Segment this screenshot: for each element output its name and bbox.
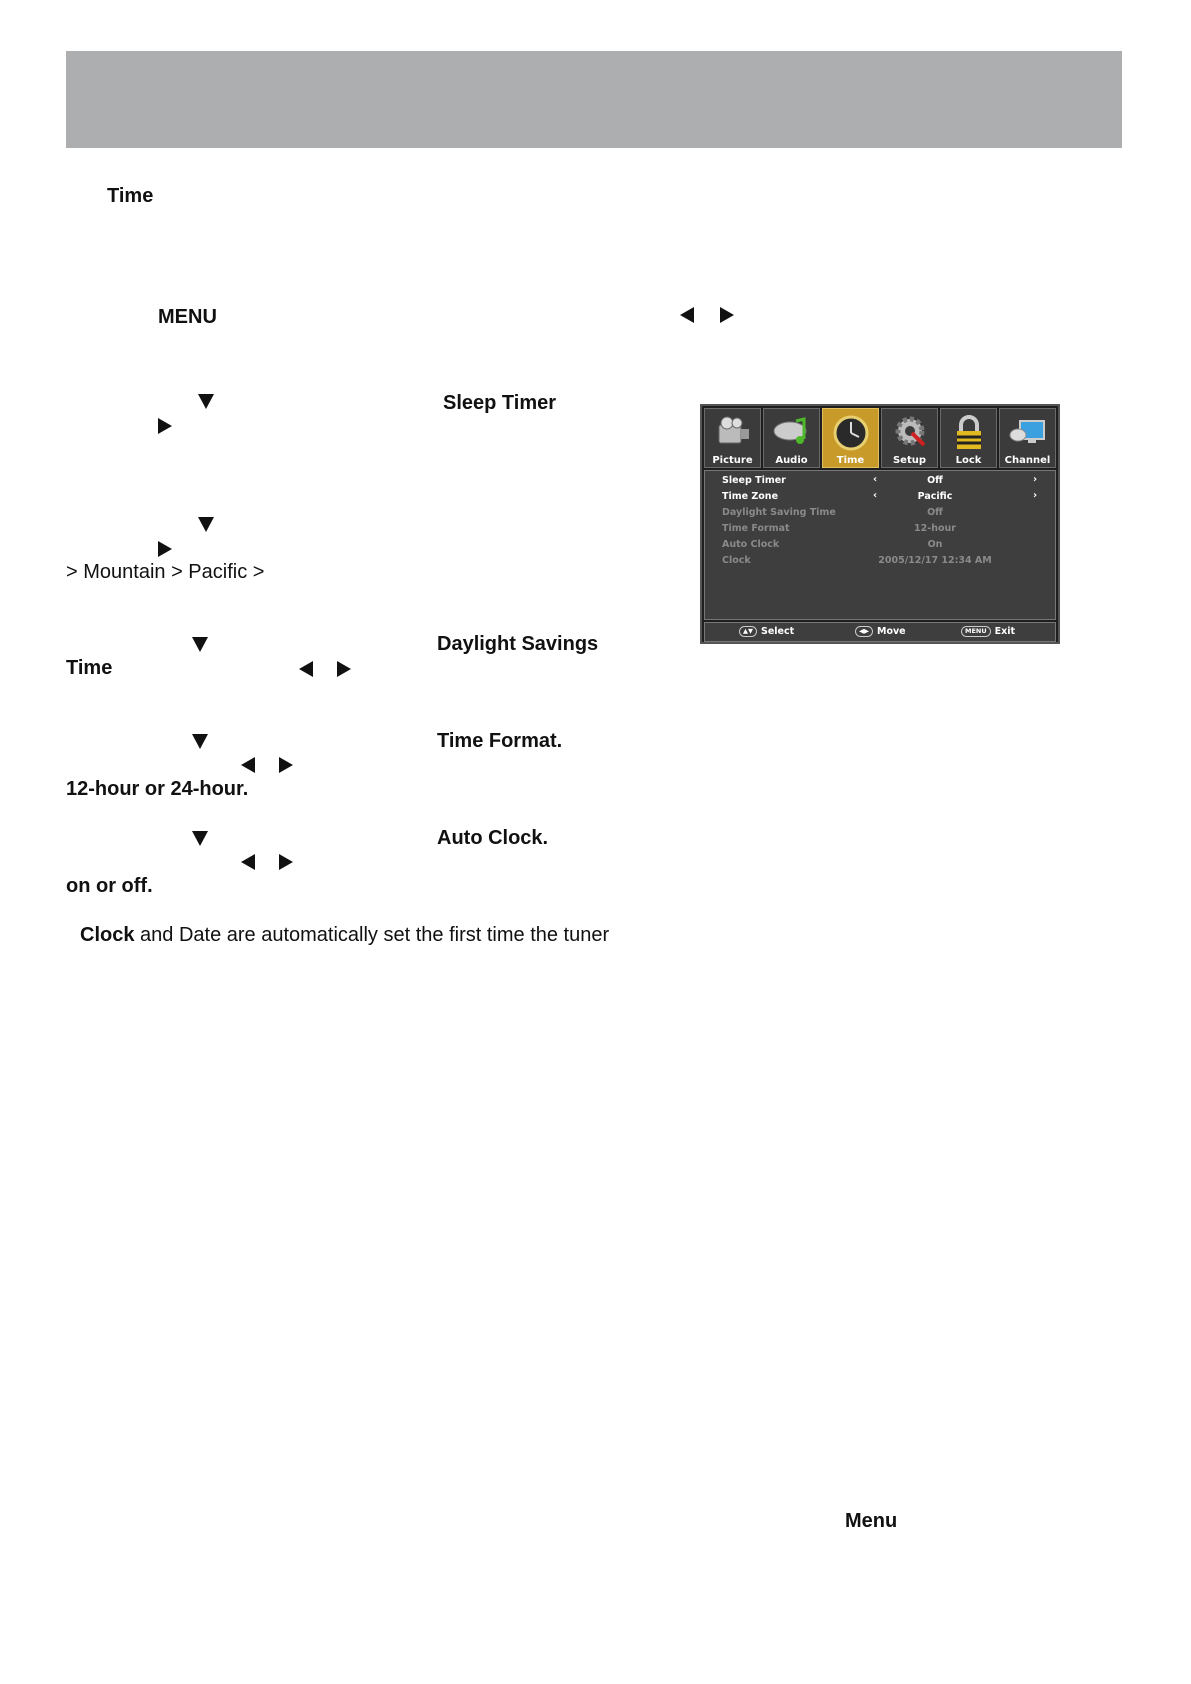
osd-row-label: Time Zone <box>722 491 779 502</box>
osd-row-value: 12-hour <box>914 523 956 534</box>
osd-row-value: Off <box>927 507 943 518</box>
gear-icon <box>892 415 928 449</box>
chevron-right-icon[interactable]: › <box>1033 474 1038 485</box>
osd-tab-time[interactable] <box>822 408 879 468</box>
osd-row-value: 2005/12/17 12:34 AM <box>878 555 992 566</box>
osd-tab-picture[interactable] <box>704 408 761 468</box>
osd-footer-move-label: Move <box>877 626 906 637</box>
osd-row-auto-clock[interactable] <box>705 537 1057 553</box>
osd-row-label: Daylight Saving Time <box>722 507 836 518</box>
left-right-icon: ◀▶ <box>855 626 873 637</box>
osd-time-panel <box>704 470 1056 620</box>
menu-key-label: MENU <box>158 306 217 328</box>
down-arrow-icon <box>198 394 214 409</box>
osd-tab-label: Lock <box>955 455 982 466</box>
osd-row-label: Auto Clock <box>722 539 780 550</box>
osd-tab-label: Audio <box>775 455 808 466</box>
osd-tab-bar <box>704 408 1056 468</box>
osd-row-label: Time Format <box>722 523 790 534</box>
footer-menu-label: Menu <box>845 1510 898 1532</box>
clock-icon <box>832 415 870 451</box>
osd-tab-label: Channel <box>1004 455 1051 466</box>
osd-row-clock[interactable] <box>705 553 1057 569</box>
time-format-options: 12-hour or 24-hour. <box>66 778 249 800</box>
osd-tab-label: Picture <box>712 455 753 466</box>
osd-footer-select-label: Select <box>761 626 795 637</box>
osd-row-value: On <box>927 539 943 550</box>
music-note-icon <box>772 415 812 449</box>
down-arrow-icon <box>192 734 208 749</box>
chevron-left-icon[interactable]: ‹ <box>873 474 878 485</box>
section-title: Time <box>107 185 154 207</box>
padlock-icon <box>953 415 985 451</box>
osd-tab-audio[interactable] <box>763 408 820 468</box>
left-arrow-icon <box>241 757 255 773</box>
osd-row-time-zone[interactable] <box>705 489 1057 505</box>
osd-row-value: Off <box>927 475 943 486</box>
right-arrow-icon <box>720 307 734 323</box>
time-zone-list: > Mountain > Pacific > <box>66 561 265 583</box>
osd-footer <box>704 622 1056 642</box>
clock-note-text: and Date are automatically set the first time the tuner <box>134 924 610 946</box>
monitor-icon <box>1008 415 1048 449</box>
down-arrow-icon <box>192 637 208 652</box>
osd-row-value: Pacific <box>917 491 953 502</box>
down-arrow-icon <box>198 517 214 532</box>
left-arrow-icon <box>299 661 313 677</box>
right-arrow-icon <box>279 854 293 870</box>
left-arrow-icon <box>241 854 255 870</box>
clock-note-bold: Clock <box>80 924 135 946</box>
time-format-label: Time Format. <box>437 730 563 752</box>
right-arrow-icon <box>158 418 172 434</box>
osd-row-time-format[interactable] <box>705 521 1057 537</box>
osd-footer-select <box>739 626 794 637</box>
auto-clock-options: on or off. <box>66 875 153 897</box>
osd-row-sleep-timer[interactable] <box>705 473 1057 489</box>
chevron-left-icon[interactable]: ‹ <box>873 490 878 501</box>
down-arrow-icon <box>192 831 208 846</box>
right-arrow-icon <box>158 541 172 557</box>
chevron-right-icon[interactable]: › <box>1033 490 1038 501</box>
osd-tab-label: Time <box>836 455 865 466</box>
osd-tab-label: Setup <box>892 455 927 466</box>
daylight-savings-label-cont: Time <box>66 657 113 679</box>
daylight-savings-label: Daylight Savings <box>437 633 599 655</box>
clock-note <box>80 923 609 947</box>
osd-tab-channel[interactable] <box>999 408 1056 468</box>
up-down-icon: ▲▼ <box>739 626 757 637</box>
osd-menu-screenshot <box>700 404 1060 644</box>
right-arrow-icon <box>279 757 293 773</box>
sleep-timer-label: Sleep Timer <box>443 392 557 414</box>
osd-row-label: Clock <box>722 555 751 566</box>
auto-clock-label: Auto Clock. <box>437 827 549 849</box>
camera-icon <box>715 415 751 449</box>
osd-footer-exit <box>961 626 1015 637</box>
osd-row-daylight-saving[interactable] <box>705 505 1057 521</box>
right-arrow-icon <box>337 661 351 677</box>
osd-footer-move <box>855 626 906 637</box>
osd-tab-lock[interactable] <box>940 408 997 468</box>
left-arrow-icon <box>680 307 694 323</box>
osd-tab-setup[interactable] <box>881 408 938 468</box>
osd-row-label: Sleep Timer <box>722 475 786 486</box>
osd-footer-exit-label: Exit <box>994 626 1016 637</box>
menu-key-pill: MENU <box>961 626 991 637</box>
header-band <box>66 51 1122 148</box>
